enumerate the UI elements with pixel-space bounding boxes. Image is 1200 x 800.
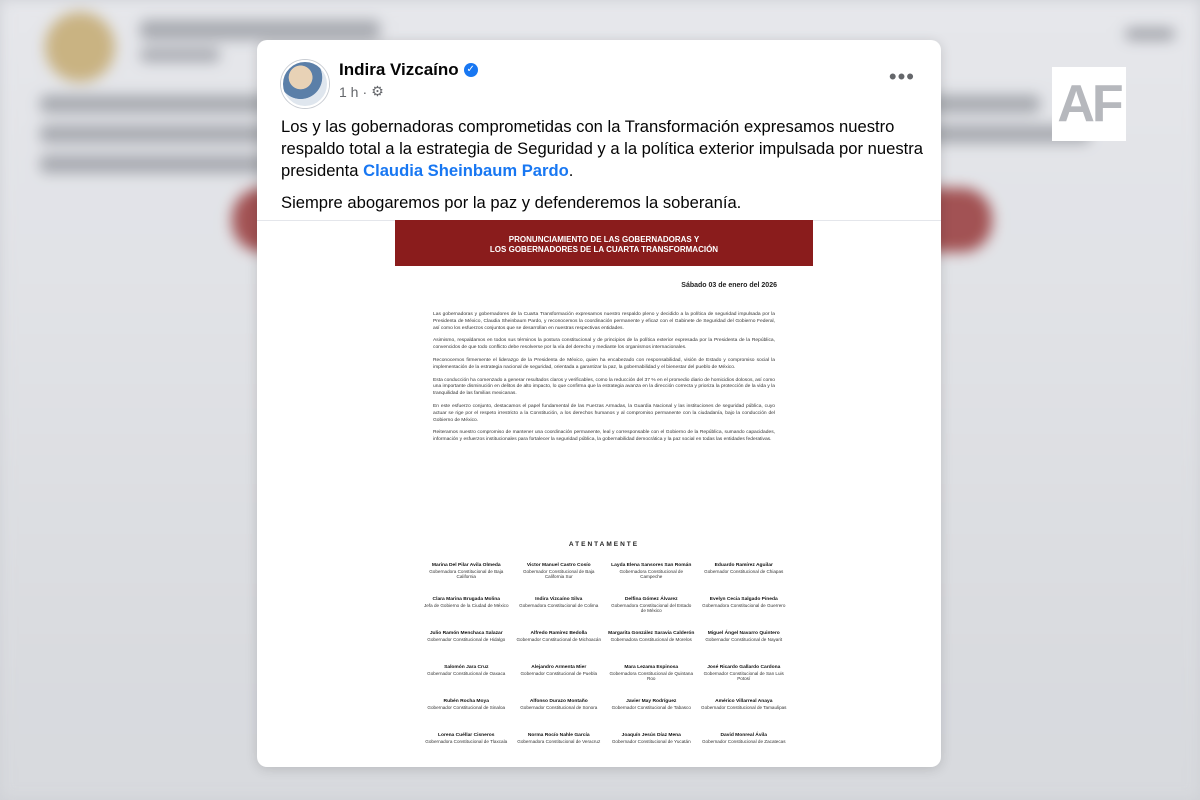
verified-badge-icon: ✓ — [464, 63, 478, 77]
document-paragraph: Reiteramos nuestro compromiso de mantener una coordinación permanente, leal y corresponsable con el Gobierno de la República, sumando capacidades, información y esfuerzos institucionales para fortalecer la seguridad pública, la gobernabilidad democrática y la paz social en todas las entidades federativas. — [433, 430, 775, 443]
signatory-name: Alfonso Durazo Montaño — [529, 699, 588, 704]
signatory — [701, 699, 788, 733]
signatory-role: Gobernadora Constitucional del Estado de México — [611, 602, 692, 614]
signatory-name: Alejandro Armenta Mier — [531, 665, 587, 670]
signatory-name: Alfredo Ramírez Bedolla — [530, 631, 588, 636]
signatory — [516, 597, 603, 631]
signatory — [516, 631, 603, 665]
facebook-post — [257, 40, 941, 767]
signatory-role: Gobernador Constitucional de Hidalgo — [427, 636, 506, 642]
document-closing: ATENTAMENTE — [568, 541, 640, 548]
post-text — [281, 116, 931, 224]
signatory — [423, 597, 510, 631]
signatory — [701, 563, 788, 597]
signatory-role: Jefa de Gobierno de la Ciudad de México — [423, 602, 509, 608]
privacy-gear-icon[interactable]: ⚙ — [371, 83, 384, 99]
signatory — [423, 563, 510, 597]
post-time[interactable]: 1 h — [339, 83, 359, 100]
signatory-name: Delfina Gómez Álvarez — [624, 597, 678, 602]
signatory — [701, 597, 788, 631]
signatory-name: Marina Del Pilar Avila Olmeda — [431, 563, 501, 568]
signatory — [608, 665, 695, 699]
signatory-name: Eduardo Ramírez Aguilar — [714, 563, 773, 568]
signatory-name: Américo Villarreal Anaya — [715, 699, 773, 704]
document-paragraph: Reconocemos firmemente el liderazgo de la Presidenta de México, quien ha encabezado con responsabilidad, visión de Estado y compromiso social la implementación de la estrategia nacional de seguridad, orientada a garantizar la paz, la gobernabilidad y el bienestar del pueblo de México. — [433, 357, 775, 370]
signatory — [516, 563, 603, 597]
signatory-role: Gobernador Constitucional de Baja California Sur — [522, 568, 595, 580]
document-date: Sábado 03 de enero del 2026 — [681, 282, 777, 289]
signatory-name: Salomón Jara Cruz — [444, 665, 489, 670]
background-more — [1125, 28, 1175, 40]
signatory-name: David Monreal Ávila — [720, 733, 767, 738]
signatory-name: Evelyn Cecia Salgado Pineda — [709, 597, 778, 602]
document-paragraph: Esta conducción ha comenzado a generar resultados claros y verificables, como la reducción del 37 % en el promedio diario de homicidios dolosos, así como una importante disminución en delitos de alto impacto, lo que confirma que la estrategia avanza en la dirección correcta y prioriza la protección de la vida y la tranquilidad de las familias mexicanas. — [433, 377, 775, 397]
signatory-name: Margarita González Saravia Calderón — [608, 631, 695, 636]
signatory-name: Julio Ramón Menchaca Salazar — [429, 631, 503, 636]
signatory-name: Layda Elena Sansores San Román — [611, 563, 692, 568]
signatory-role: Gobernadora Constitucional de Guerrero — [702, 602, 786, 608]
signatory-name: Norma Rocío Nahle García — [527, 733, 590, 738]
signatory — [608, 563, 695, 597]
signatory-role: Gobernador Constitucional de Oaxaca — [427, 670, 506, 676]
signatory-role: Gobernadora Constitucional de Tlaxcala — [425, 738, 508, 744]
signatory-role: Gobernador Constitucional de Tabasco — [611, 704, 691, 710]
author-name-row — [339, 60, 478, 80]
signatory-role: Gobernadora Constitucional de Campeche — [619, 568, 684, 580]
signatory-role: Gobernador Constitucional de Zacatecas — [701, 738, 786, 744]
signatory — [701, 631, 788, 665]
signatory-name: Clara Marina Brugada Molina — [432, 597, 500, 602]
signatory-role: Gobernadora Constitucional de Colima — [519, 602, 599, 608]
document-banner: PRONUNCIAMIENTO DE LAS GOBERNADORAS Y LOS GOBERNADORES DE LA CUARTA TRANSFORMACIÓN — [395, 220, 813, 266]
post-paragraph-1: Los y las gobernadoras comprometidas con la Transformación expresamos nuestro respaldo total a la estrategia de Seguridad y a la política exterior impulsada por nuestra presidenta Claudia Sheinbaum Pardo. — [281, 117, 924, 180]
signatory-role: Gobernador Constitucional de Sonora — [520, 704, 598, 710]
background-avatar — [45, 12, 115, 82]
af-logo: AF — [1052, 67, 1126, 141]
document-paragraph: Las gobernadoras y gobernadores de la Cuarta Transformación expresamos nuestro respaldo pleno y decidido a la política de seguridad impulsada por la Presidenta de México, Claudia Sheinbaum Pardo, y reconocemos la coordinación permanente y eficaz con el Gabinete de Seguridad del Gobierno Federal, así como los esfuerzos conjuntos que se desarrollan en nuestras respectivas entidades. — [433, 312, 775, 331]
signatory-name: Lorena Cuéllar Cisneros — [437, 733, 495, 738]
signatory — [516, 665, 603, 699]
signatory — [701, 733, 788, 767]
meta-separator: · — [362, 83, 368, 100]
signatory — [423, 699, 510, 733]
document-paragraph: Asimismo, respaldamos en todos sus términos la postura constitucional y de principios de la política exterior expresada por la Presidenta de la República, convencidos de que todo conflicto debe resolverse por la vía del derecho y mediante los organismos internacionales. — [433, 338, 775, 351]
signatory-role: Gobernador Constitucional de Yucatán — [611, 738, 691, 744]
signatory-role: Gobernador Constitucional de Puebla — [520, 670, 598, 676]
signatory-name: Indira Vizcaíno Silva — [535, 597, 583, 602]
signatory — [516, 699, 603, 733]
post-paragraph-2: Siempre abogaremos por la paz y defenderemos la soberanía. — [281, 193, 742, 212]
mention-link[interactable]: Claudia Sheinbaum Pardo — [363, 161, 569, 180]
signatory-name: Rubén Rocha Moya — [443, 699, 489, 704]
signatory — [608, 733, 695, 767]
document-image[interactable] — [395, 220, 813, 767]
signatory-role: Gobernador Constitucional de San Luis Potosí — [703, 670, 784, 682]
signatory-role: Gobernadora Constitucional de Quintana Roo — [609, 670, 693, 682]
post-header — [281, 58, 925, 108]
signatory-role: Gobernador Constitucional de Nayarit — [705, 636, 783, 642]
signatory-name: Miguel Ángel Navarro Quintero — [707, 631, 780, 636]
signatory-role: Gobernadora Constitucional de Morelos — [610, 636, 692, 642]
signatory — [608, 631, 695, 665]
more-options-icon[interactable]: ••• — [888, 64, 915, 89]
signatory-role: Gobernadora Constitucional de Baja California — [429, 568, 504, 580]
document-paragraph: En este esfuerzo conjunto, destacamos el papel fundamental de las Fuerzas Armadas, la Guardia Nacional y las instituciones de seguridad pública, cuyo actuar se rige por el respeto irrestricto a la Constitución, a los derechos humanos y al compromiso permanente con la ciudadanía, bajo la conducción del Gobierno de México. — [433, 403, 775, 423]
background-text-line — [140, 48, 220, 62]
signatory-role: Gobernador Constitucional de Chiapas — [704, 568, 784, 574]
signatory-role: Gobernador Constitucional de Tamaulipas — [701, 704, 787, 710]
post-meta — [339, 83, 384, 100]
author-name[interactable]: Indira Vizcaíno — [339, 60, 459, 79]
signatory-role: Gobernador Constitucional de Sinaloa — [427, 704, 506, 710]
signatory — [516, 733, 603, 767]
signatory-role: Gobernador Constitucional de Michoacán — [516, 636, 602, 642]
signatory — [608, 699, 695, 733]
signatory — [608, 597, 695, 631]
signatory — [423, 631, 510, 665]
signatory-role: Gobernadora Constitucional de Veracruz — [517, 738, 601, 744]
signatory-name: José Ricardo Gallardo Cardona — [707, 665, 781, 670]
signatory-name: Victor Manuel Castro Cosío — [526, 563, 591, 568]
signatory-name: Javier May Rodríguez — [626, 699, 677, 704]
document-body — [433, 312, 775, 450]
signatory — [423, 733, 510, 767]
background-text-line — [140, 20, 380, 40]
author-avatar[interactable] — [281, 60, 329, 108]
signatory-name: Joaquín Jesús Díaz Mena — [621, 733, 681, 738]
signatories-grid — [423, 563, 787, 767]
signatory-name: Mara Lezama Espinosa — [624, 665, 679, 670]
signatory — [423, 665, 510, 699]
signatory — [701, 665, 788, 699]
